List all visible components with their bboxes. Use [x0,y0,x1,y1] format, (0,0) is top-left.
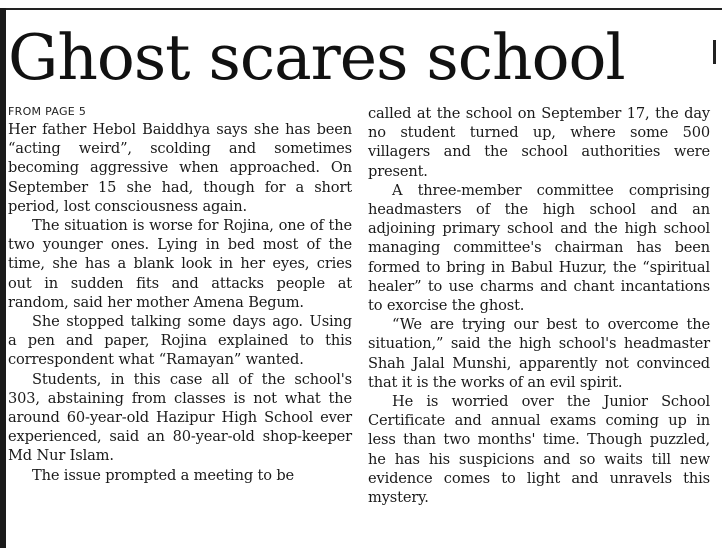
left-column [8,104,352,485]
paragraph: “We are trying our best to overcome the situation,” said the high school's headmaster Shah Jalal Munshi, apparently not convinced that it is the works of an evil spirit. [368,316,710,391]
paragraph: called at the school on September 17, the day no student turned up, where some 500 villagers and the school authorities were present. [368,105,710,180]
paragraph: The issue prompted a meeting to be [32,466,295,484]
paragraph: She stopped talking some days ago. Using a pen and paper, Rojina explained to this correspondent what “Ramayan” wanted. [8,313,352,369]
right-column [368,104,710,507]
top-rule [0,8,722,10]
headline: Ghost scares school [8,21,625,94]
paragraph: Students, in this case all of the school's 303, abstaining from classes is not what the around 60-year-old Hazipur High School ever experienced, said an 80-year-old shop-keeper Md Nur Islam. [8,370,352,465]
jump-line: FROM PAGE 5 [8,105,87,118]
right-edge-mark [713,40,716,64]
left-column-rule [0,8,6,548]
paragraph: Her father Hebol Baiddhya says she has been “acting weird”, scolding and sometimes becoming aggressive when approached. On September 15 she had, though for a short period, lost consciousness again. [8,121,352,215]
paragraph: The situation is worse for Rojina, one of the two younger ones. Lying in bed most of the time, she has a blank look in her eyes, cries out in sudden fits and attacks people at random, said her mother Amena Begum. [8,217,352,311]
paragraph: A three-member committee comprising headmasters of the high school and an adjoining primary school and the high school managing committee's chairman has been formed to bring in Babul Huzur, the “spiritual healer” to use charms and chant incantations to exorcise the ghost. [368,181,710,315]
paragraph: He is worried over the Junior School Certificate and annual exams coming up in less than two months' time. Though puzzled, he has his suspicions and so waits till new evidence comes to light and unravels this mystery. [368,393,710,507]
